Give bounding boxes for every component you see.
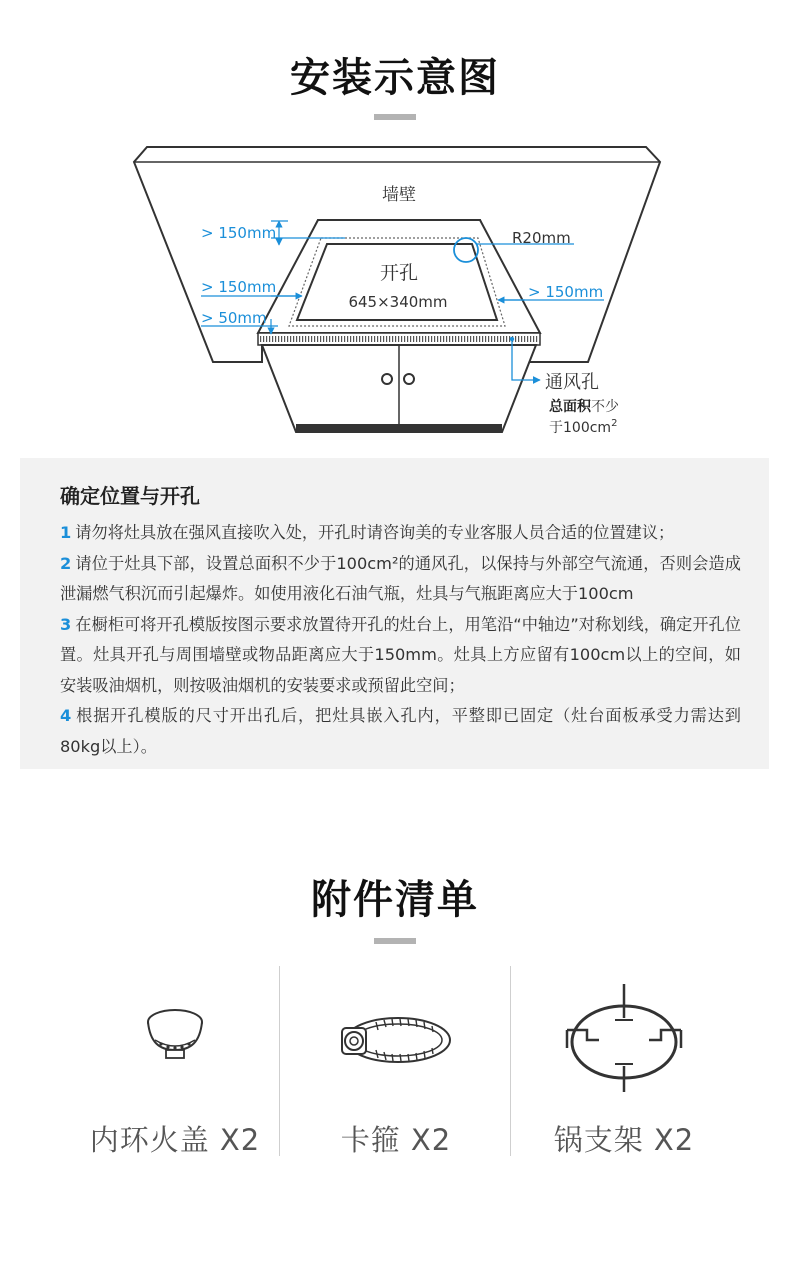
instructions-heading: 确定位置与开孔 — [60, 484, 200, 508]
accessories-title: 附件清单 — [311, 877, 479, 923]
dim-left-label: > 150mm — [201, 278, 277, 296]
accessory-hose-clamp — [266, 1010, 526, 1076]
dim-front-label: > 50mm — [201, 309, 267, 327]
vent-label: 通风孔 — [545, 372, 599, 393]
hole-label: 开孔 — [379, 262, 419, 284]
install-title-divider — [374, 114, 416, 120]
dim-right-label: > 150mm — [528, 283, 604, 301]
instruction-item-4: 4 根据开孔模版的尺寸开出孔后，把灶具嵌入孔内，平整即已固定（灶台面板承受力需达到80kg以上）。 — [60, 706, 741, 756]
accessory-burner-cap-label: 内环火盖 X2 — [89, 1123, 261, 1157]
vent-area-line1: 总面积不少 — [549, 399, 619, 415]
cabinet-knob-right — [404, 374, 414, 384]
install-title: 安装示意图 — [290, 55, 500, 101]
installation-diagram — [0, 140, 790, 460]
install-instructions-panel — [20, 458, 769, 769]
radius-label: R20mm — [512, 229, 571, 247]
accessory-pan-support-label: 锅支架 X2 — [553, 1123, 695, 1157]
instruction-item-3: 3 在橱柜可将开孔模版按图示要求放置待开孔的灶台上，用笔沿“中轴边”对称划线，确定开孔位置。灶具开孔与周围墙壁或物品距离应大于150mm。灶具上方应留有100cm以上的空间，如安装吸油烟机，则按吸油烟机的安装要求或预留此空间； — [60, 614, 741, 695]
wall-label: 墙壁 — [382, 185, 416, 205]
dim-top-label: > 150mm — [201, 224, 277, 242]
vent-area-line2: 于$100cm^2$ — [549, 418, 618, 436]
accessory-pan-support — [494, 984, 754, 1098]
pan-support-icon — [559, 984, 689, 1094]
instruction-item-1: 1 请勿将灶具放在强风直接吹入处，开孔时请咨询美的专业客服人员合适的位置建议； — [60, 523, 675, 542]
hole-size-label: 645×340mm — [348, 293, 448, 311]
accessories-title-divider — [374, 938, 416, 944]
cabinet-knob-left — [382, 374, 392, 384]
accessory-hose-clamp-label: 卡箍 X2 — [340, 1123, 452, 1157]
burner-cap-icon — [135, 1000, 215, 1080]
hose-clamp-icon — [336, 1010, 456, 1072]
cabinet-base — [296, 424, 502, 433]
instruction-item-2: 2 请位于灶具下部，设置总面积不少于100cm²的通风孔，以保持与外部空气流通，否则会造成泄漏燃气积沉而引起爆炸。如使用液化石油气瓶，灶具与气瓶距离应大于100cm — [60, 553, 741, 603]
